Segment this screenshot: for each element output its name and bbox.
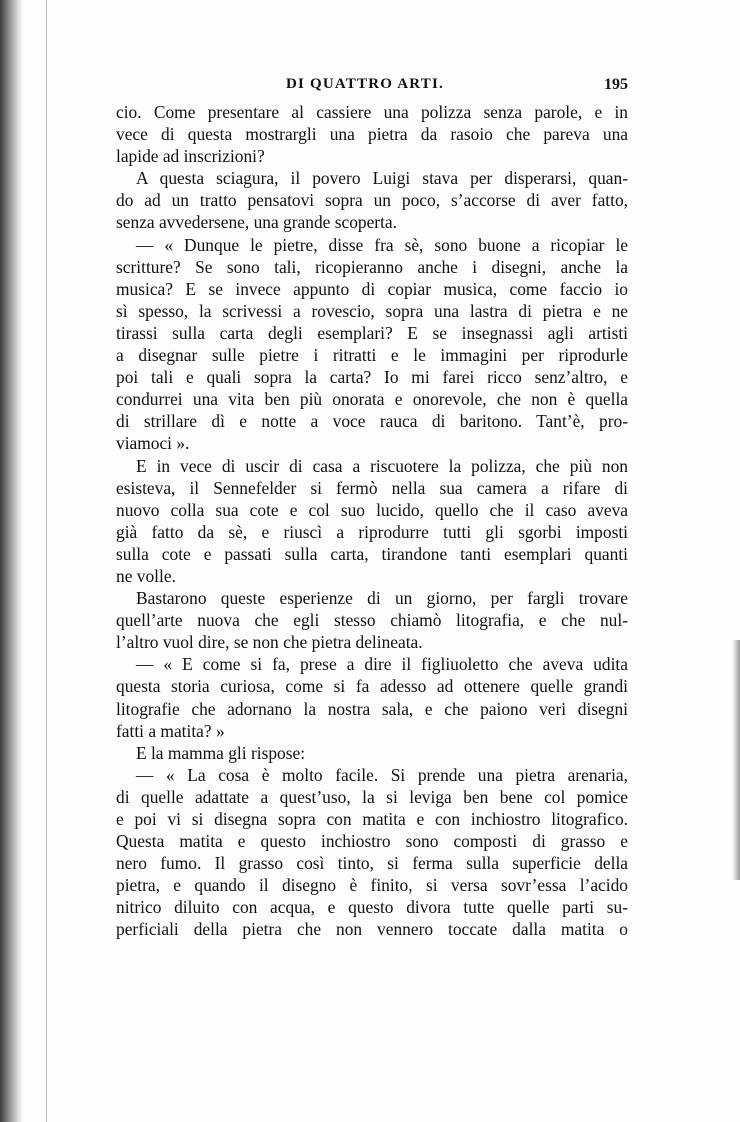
text-line: senza avvedersene, una grande scoperta. xyxy=(116,212,398,233)
text-line: tirassi sulla carta degli esemplari? E se insegnassi agli artisti xyxy=(116,322,628,343)
text-line: perficiali della pietra che non vennero toccate dalla matita o xyxy=(116,919,628,940)
text-line: nuovo colla sua cote e col suo lucido, quello che il caso aveva xyxy=(116,499,628,520)
text-line: — « La cosa è molto facile. Si prende una pietra arenaria, xyxy=(136,764,628,785)
text-line: e poi vi si disegna sopra con matita e con inchiostro litografico. xyxy=(116,809,628,829)
text-line: a disegnar sulle pietre i ritratti e le immagini per riprodurle xyxy=(116,345,628,366)
gutter-line xyxy=(46,0,47,1122)
page-number: 195 xyxy=(604,76,628,93)
page-edge-shadow xyxy=(732,640,740,880)
text-line: sì spesso, la scrivessi a rovescio, sopra una lastra di pietra e ne xyxy=(116,300,628,321)
text-line: — « E come si fa, prese a dire il figliuoletto che aveva udita xyxy=(136,654,628,675)
text-line: E la mamma gli rispose: xyxy=(136,742,306,763)
text-line: viamoci ». xyxy=(116,433,190,454)
text-line: nitrico diluito con acqua, e questo divora tutte quelle parti su- xyxy=(116,897,628,918)
text-line: nero fumo. Il grasso così tinto, si ferma sulla superficie della xyxy=(116,853,628,874)
text-line: do ad un tratto pensatovi sopra un poco, s’accorse di aver fatto, xyxy=(116,190,628,211)
book-spine-shadow xyxy=(0,0,22,1122)
text-line: esisteva, il Sennefelder si fermò nella sua camera a rifare di xyxy=(116,477,628,498)
text-line: litografie che adornano la nostra sala, e che paiono veri disegni xyxy=(116,698,628,719)
running-head: DI QUATTRO ARTI. xyxy=(286,76,445,92)
text-line: condurrei una vita ben più onorata e onorevole, che non è quella xyxy=(116,389,628,410)
text-line: di strillare dì e notte a voce rauca di baritono. Tant’è, pro- xyxy=(116,411,628,432)
text-line: Questa matita e questo inchiostro sono composti di grasso e xyxy=(116,831,628,852)
text-line: musica? E se invece appunto di copiar musica, come faccio io xyxy=(116,278,628,299)
body-text xyxy=(116,101,628,941)
text-line: l’altro vuol dire, se non che pietra delineata. xyxy=(116,632,423,653)
text-line: ne volle. xyxy=(116,565,176,586)
text-line: lapide ad inscrizioni? xyxy=(116,146,265,167)
text-line: sulla cote e passati sulla carta, tirandone tanti esemplari quanti xyxy=(116,543,628,564)
text-line: E in vece di uscir di casa a riscuotere la polizza, che più non xyxy=(136,455,628,476)
text-line: di quelle adattate a quest’uso, la si leviga ben bene col pomice xyxy=(116,786,628,807)
text-line: fatti a matita? » xyxy=(116,720,225,741)
text-line: pietra, e quando il disegno è finito, si versa sovr’essa l’acido xyxy=(116,875,628,896)
text-line: già fatto da sè, e riuscì a riprodurre tutti gli sgorbi imposti xyxy=(116,521,628,542)
text-line: A questa sciagura, il povero Luigi stava per disperarsi, quan- xyxy=(136,168,628,189)
text-line: scritture? Se sono tali, ricopieranno anche i disegni, anche la xyxy=(116,256,628,277)
text-line: Bastarono queste esperienze di un giorno, per fargli trovare xyxy=(136,588,628,609)
text-line: cio. Come presentare al cassiere una polizza senza parole, e in xyxy=(116,102,628,122)
text-line: questa storia curiosa, come si fa adesso ad ottenere quelle grandi xyxy=(116,676,628,697)
text-line: — « Dunque le pietre, disse fra sè, sono buone a ricopiar le xyxy=(136,234,628,255)
text-line: vece di questa mostrargli una pietra da rasoio che pareva una xyxy=(116,124,628,145)
page-header xyxy=(116,76,628,102)
text-line: poi tali e quali sopra la carta? Io mi farei ricco senz’altro, e xyxy=(116,367,628,388)
text-line: quell’arte nuova che egli stesso chiamò litografia, e che nul- xyxy=(116,610,628,631)
